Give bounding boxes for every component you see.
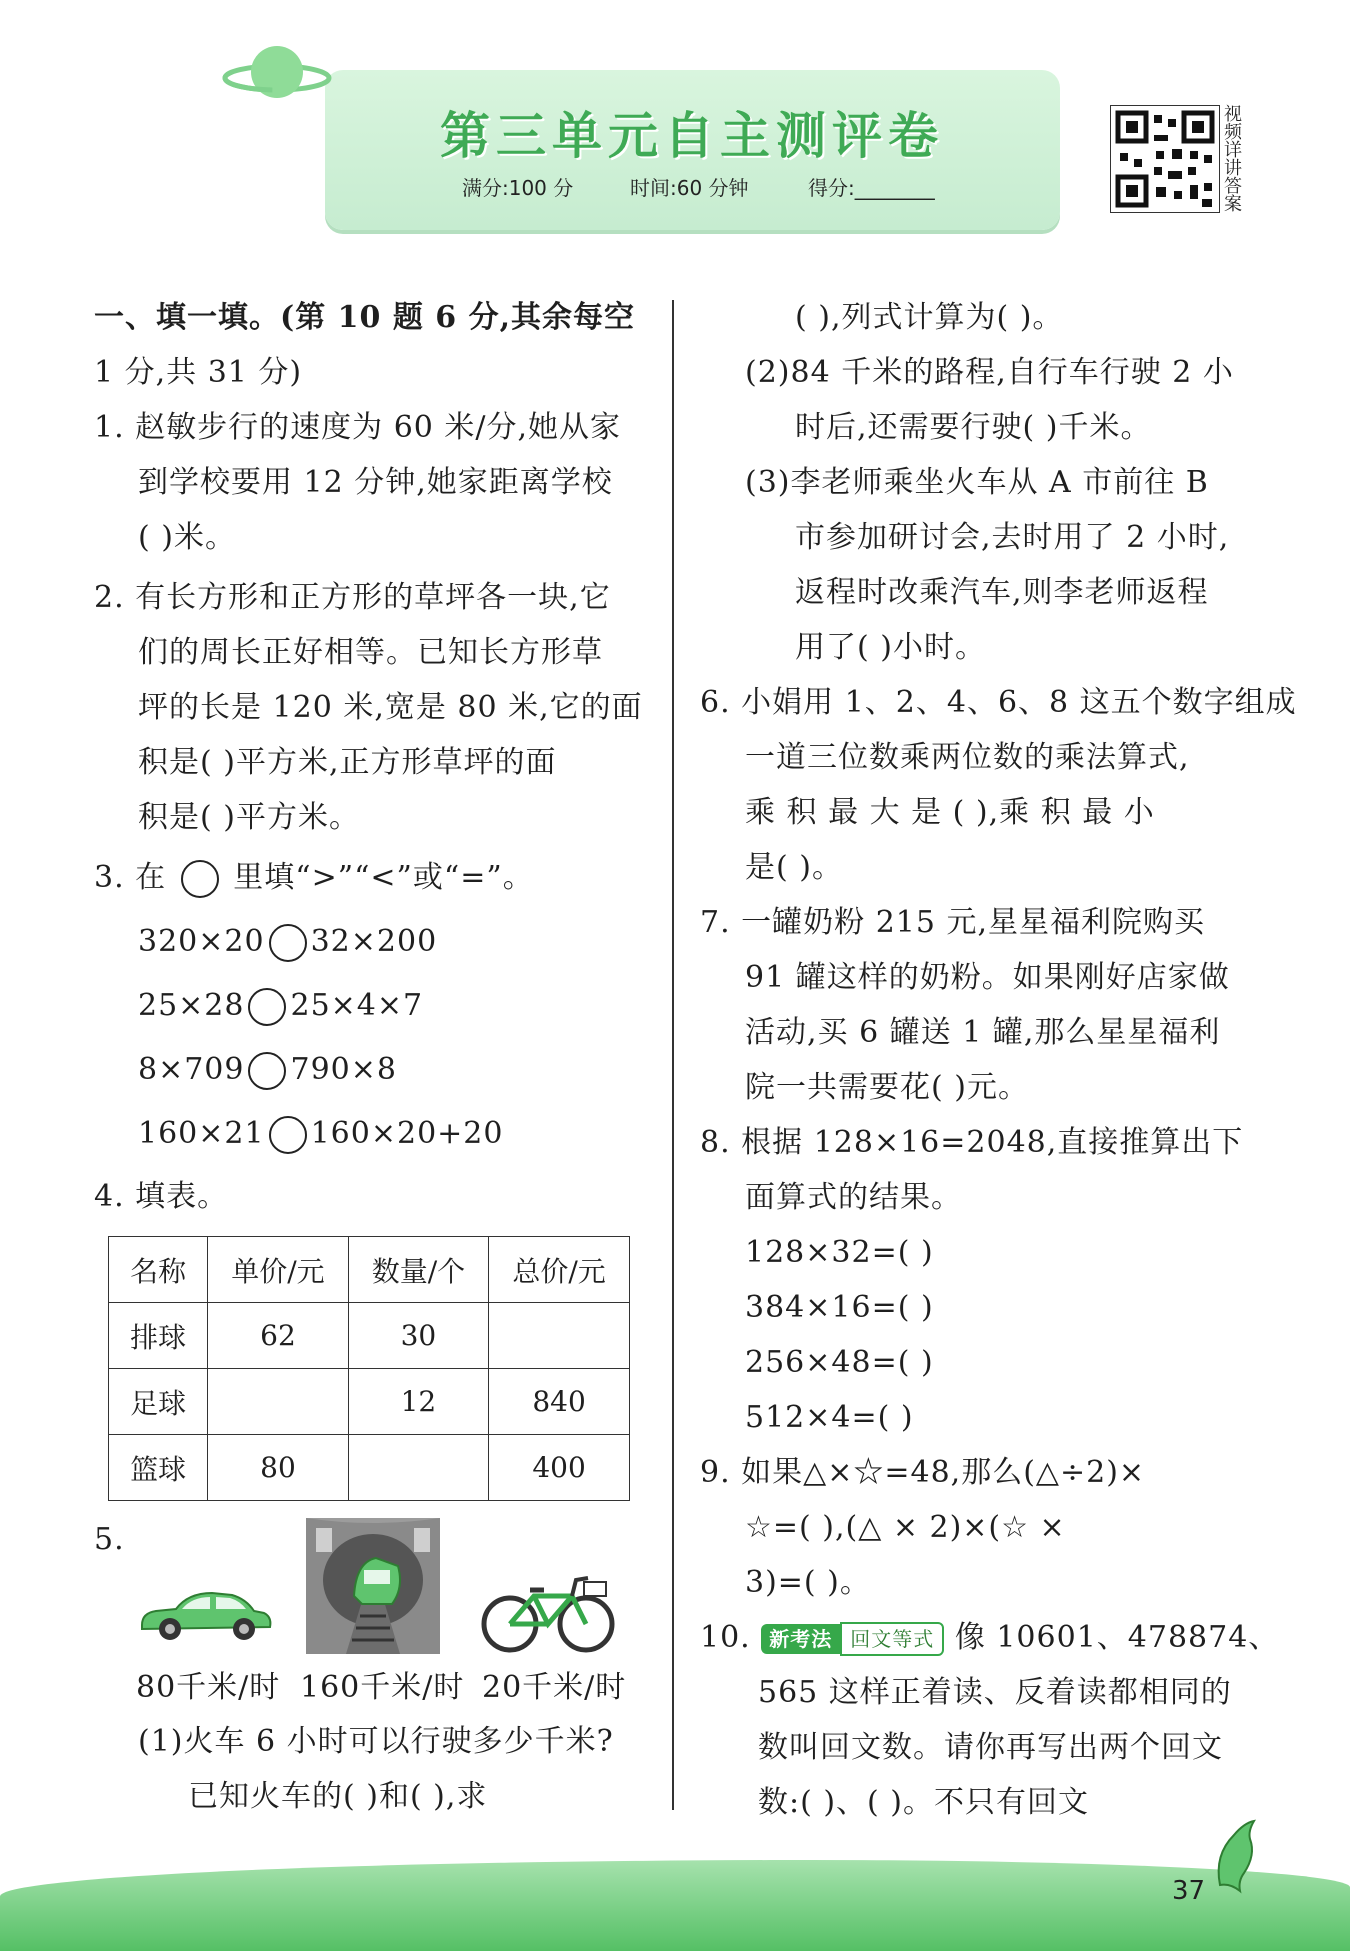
q3-item-1-right: 32×200 — [310, 924, 438, 959]
palindrome-badge: 回文等式 — [840, 1622, 944, 1656]
q3-item-1 — [138, 922, 437, 962]
table-row — [109, 1369, 630, 1435]
q8-item-1: 128×32=( ) — [745, 1235, 934, 1270]
q3-intro-prefix: 3. 在 — [94, 860, 167, 895]
table-header-row — [109, 1237, 630, 1303]
q7-line-4: 院一共需要花( )元。 — [745, 1070, 1029, 1105]
table-row — [109, 1303, 630, 1369]
section-heading: 一、填一填。(第 10 题 6 分,其余每空 — [94, 300, 636, 335]
table-cell: 62 — [208, 1303, 348, 1369]
q5-label: 5. — [94, 1522, 125, 1557]
compare-circle-4[interactable] — [269, 1116, 307, 1154]
q9-line-1: 9. 如果△×☆=48,那么(△÷2)× — [700, 1455, 1146, 1490]
q7-line-1: 7. 一罐奶粉 215 元,星星福利院购买 — [700, 905, 1206, 940]
q5-1-line-1: (1)火车 6 小时可以行驶多少千米? — [138, 1724, 614, 1759]
compare-circle-sample — [181, 860, 219, 898]
table-cell: 排球 — [109, 1303, 208, 1369]
q3-item-2-left: 25×28 — [138, 988, 245, 1023]
dolphin-icon — [1210, 1815, 1260, 1895]
q5-1-line-3: ( ),列式计算为( )。 — [795, 300, 1064, 335]
table-cell: 篮球 — [109, 1435, 208, 1501]
footer-wave — [0, 1860, 1350, 1951]
table-header: 单价/元 — [208, 1237, 348, 1303]
speed-train: 160千米/时 — [300, 1670, 465, 1705]
q6-line-1: 6. 小娟用 1、2、4、6、8 这五个数字组成 — [700, 685, 1297, 720]
q3-item-3 — [138, 1050, 397, 1090]
price-table — [108, 1236, 630, 1501]
q8-line-2: 面算式的结果。 — [745, 1180, 962, 1215]
q8-line-1: 8. 根据 128×16=2048,直接推算出下 — [700, 1125, 1244, 1160]
speed-bicycle: 20千米/时 — [482, 1670, 627, 1705]
q3-item-3-left: 8×709 — [138, 1052, 245, 1087]
q3-item-4-left: 160×21 — [138, 1116, 265, 1151]
section-heading-cont: 1 分,共 31 分) — [94, 355, 303, 390]
table-row — [109, 1435, 630, 1501]
q5-1-line-2: 已知火车的( )和( ),求 — [188, 1779, 488, 1814]
table-header: 数量/个 — [348, 1237, 488, 1303]
q3-item-2 — [138, 986, 423, 1026]
q1-line-3: ( )米。 — [138, 520, 236, 555]
table-header: 总价/元 — [489, 1237, 630, 1303]
q10-first-text: 像 10601、478874、 — [954, 1620, 1280, 1655]
q3-item-3-right: 790×8 — [290, 1052, 397, 1087]
q6-line-3: 乘 积 最 大 是 ( ),乘 积 最 小 — [745, 795, 1155, 830]
table-cell: 400 — [489, 1435, 630, 1501]
compare-circle-3[interactable] — [248, 1052, 286, 1090]
q2-line-5: 积是( )平方米。 — [138, 800, 360, 835]
q5-3-line-2: 市参加研讨会,去时用了 2 小时, — [795, 520, 1230, 555]
q8-item-4: 512×4=( ) — [745, 1400, 914, 1435]
table-cell: 足球 — [109, 1369, 208, 1435]
q9-line-3: 3)=( )。 — [745, 1565, 871, 1600]
table-cell: 80 — [208, 1435, 348, 1501]
table-cell-blank[interactable] — [489, 1303, 630, 1369]
q3-item-2-right: 25×4×7 — [290, 988, 424, 1023]
q4-label: 4. 填表。 — [94, 1179, 229, 1214]
table-cell: 840 — [489, 1369, 630, 1435]
q7-line-3: 活动,买 6 罐送 1 罐,那么星星福利 — [745, 1015, 1221, 1050]
q5-2-line-1: (2)84 千米的路程,自行车行驶 2 小 — [745, 355, 1234, 390]
q8-item-3: 256×48=( ) — [745, 1345, 934, 1380]
compare-circle-1[interactable] — [269, 924, 307, 962]
q7-line-2: 91 罐这样的奶粉。如果刚好店家做 — [745, 960, 1230, 995]
score-field: 得分:________ — [808, 176, 935, 200]
q5-3-line-4: 用了( )小时。 — [795, 630, 986, 665]
page-title: 第三单元自主测评卷 — [440, 107, 944, 165]
speed-car: 80千米/时 — [136, 1670, 281, 1705]
new-method-badge: 新考法 — [761, 1624, 840, 1654]
q6-line-2: 一道三位数乘两位数的乘法算式, — [745, 740, 1190, 775]
train-icon — [306, 1518, 440, 1654]
q10-line-1 — [700, 1618, 1279, 1658]
q1-line-2: 到学校要用 12 分钟,她家距离学校 — [138, 465, 613, 500]
q8-item-2: 384×16=( ) — [745, 1290, 934, 1325]
q6-line-4: 是( )。 — [745, 850, 843, 885]
q9-line-2: ☆=( ),(△ × 2)×(☆ × — [745, 1510, 1066, 1545]
qr-caption: 视频详讲答案 — [1224, 104, 1242, 215]
q2-line-3: 坪的长是 120 米,宽是 80 米,它的面 — [138, 690, 643, 725]
q10-line-3: 数叫回文数。请你再写出两个回文 — [758, 1730, 1223, 1765]
q5-3-line-1: (3)李老师乘坐火车从 A 市前往 B — [745, 465, 1209, 500]
bicycle-icon — [480, 1568, 616, 1654]
q5-2-line-2: 时后,还需要行驶( )千米。 — [795, 410, 1152, 445]
q10-number: 10. — [700, 1620, 751, 1655]
q2-line-2: 们的周长正好相等。已知长方形草 — [138, 635, 603, 670]
column-divider — [672, 300, 674, 1810]
page-number: 37 — [1172, 1876, 1206, 1906]
table-cell: 30 — [348, 1303, 488, 1369]
q5-3-line-3: 返程时改乘汽车,则李老师返程 — [795, 575, 1209, 610]
q1-line-1: 1. 赵敏步行的速度为 60 米/分,她从家 — [94, 410, 622, 445]
q3-item-1-left: 320×20 — [138, 924, 265, 959]
qr-code-icon[interactable] — [1110, 105, 1220, 213]
car-icon — [136, 1585, 274, 1643]
table-cell-blank[interactable] — [348, 1435, 488, 1501]
q2-line-1: 2. 有长方形和正方形的草坪各一块,它 — [94, 580, 611, 615]
compare-circle-2[interactable] — [248, 988, 286, 1026]
time-limit: 时间:60 分钟 — [630, 176, 749, 200]
full-score: 满分:100 分 — [462, 176, 574, 200]
table-cell-blank[interactable] — [208, 1369, 348, 1435]
q3-intro — [94, 858, 534, 898]
q10-line-4: 数:( )、( )。不只有回文 — [758, 1785, 1089, 1820]
table-header: 名称 — [109, 1237, 208, 1303]
q2-line-4: 积是( )平方米,正方形草坪的面 — [138, 745, 557, 780]
planet-icon — [222, 40, 332, 110]
q10-line-2: 565 这样正着读、反着读都相同的 — [758, 1675, 1232, 1710]
q3-item-4 — [138, 1114, 503, 1154]
q3-intro-suffix: 里填“>”“<”或“=”。 — [233, 860, 534, 895]
table-cell: 12 — [348, 1369, 488, 1435]
q3-item-4-right: 160×20+20 — [310, 1116, 504, 1151]
